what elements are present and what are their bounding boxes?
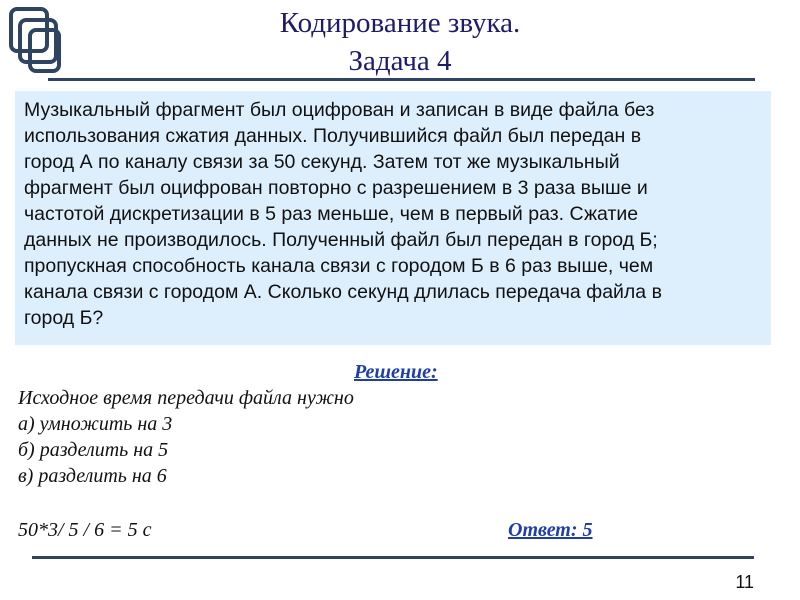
problem-line: частотой дискретизации в 5 раз меньше, чем в первый раз. Сжатие [24, 203, 639, 225]
divider [48, 78, 755, 81]
solution-line: Исходное время передачи файла нужно [18, 387, 354, 409]
slide-subtitle: Задача 4 [348, 45, 452, 77]
footer-divider [32, 556, 754, 559]
page-number: 11 [735, 572, 754, 592]
solution-formula: 50*3/ 5 / 6 = 5 с [18, 519, 152, 541]
answer: Ответ: 5 [508, 519, 593, 541]
problem-box [15, 91, 771, 345]
logo-icon [6, 6, 86, 76]
solution-line: в) разделить на 6 [18, 465, 167, 487]
problem-line: город А по каналу связи за 50 секунд. Затем тот же музыкальный [24, 151, 620, 173]
problem-line: пропускная способность канала связи с городом Б в 6 раз выше, чем [24, 255, 654, 277]
solution-heading: Решение: [354, 361, 438, 383]
problem-line: канала связи с городом А. Сколько секунд длилась передача файла в [24, 281, 662, 303]
solution-line: б) разделить на 5 [18, 439, 169, 461]
problem-line: использования сжатия данных. Получившийся файл был передан в [24, 125, 642, 147]
solution-line: а) умножить на 3 [18, 413, 173, 435]
slide-title: Кодирование звука. [279, 7, 521, 39]
problem-line: фрагмент был оцифрован повторно с разрешением в 3 раза выше и [24, 177, 648, 199]
problem-line: данных не производилось. Полученный файл был передан в город Б; [24, 229, 658, 251]
problem-line: город Б? [24, 307, 104, 329]
problem-line: Музыкальный фрагмент был оцифрован и записан в виде файла без [24, 99, 655, 121]
